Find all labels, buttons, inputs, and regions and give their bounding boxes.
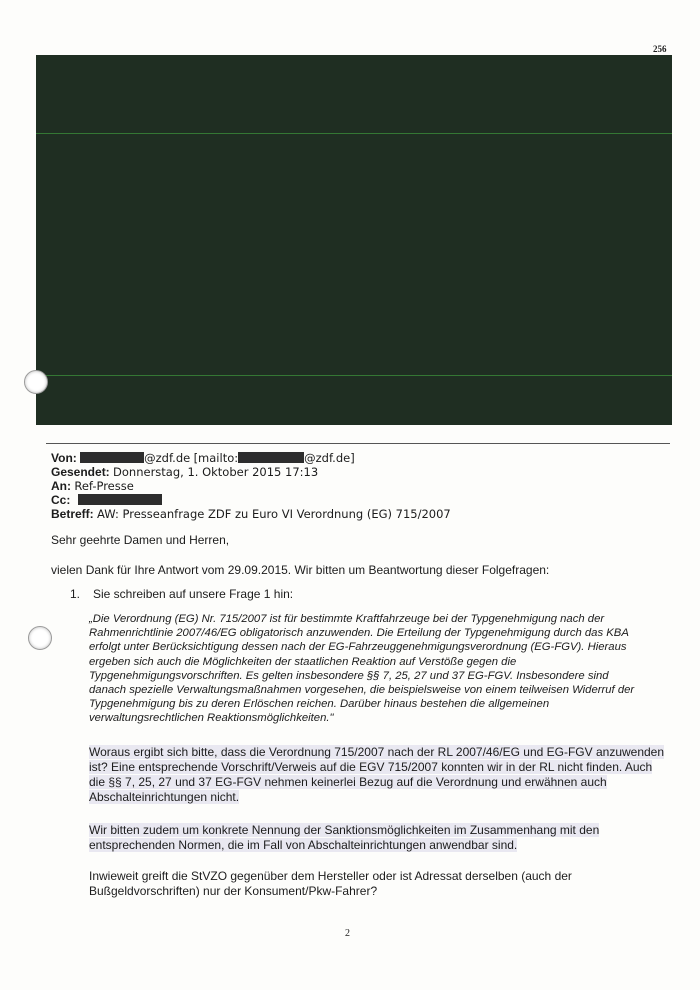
redacted-cc	[78, 494, 162, 505]
paragraph-line: Inwieweit greift die StVZO gegenüber dem Hersteller oder ist Adressat derselben (auch der	[89, 869, 572, 883]
punch-hole	[28, 626, 52, 650]
punch-hole	[24, 370, 48, 394]
paragraph-line: Wir bitten zudem um konkrete Nennung der Sanktionsmöglichkeiten im Zusammenhang mit den	[89, 823, 600, 837]
paragraph-line: ist? Eine entsprechende Vorschrift/Verweis auf die EGV 715/2007 konnten wir in der RL nicht finden. Auch	[89, 760, 653, 774]
list-item-number: 1.	[70, 587, 81, 601]
from-label: Von:	[51, 451, 77, 465]
cc-line	[51, 493, 162, 507]
paragraph-line: entsprechenden Normen, die im Fall von Abschalteinrichtungen anwendbar sind.	[89, 838, 518, 852]
quote-line: Typgenehmigungsvorschriften. Es gelten insbesondere §§ 7, 25, 27 und 37 EG-FGV. Insbesondere sind	[89, 669, 609, 682]
subject-label: Betreff:	[51, 507, 94, 521]
quote-line: „Die Verordnung (EG) Nr. 715/2007 ist für bestimmte Kraftfahrzeuge bei der Typgenehmigung nach der	[89, 613, 605, 625]
from-line	[51, 451, 355, 465]
sent-label: Gesendet:	[51, 465, 110, 479]
quote-line: Typgenehmigung bis zu deren Erlöschen reichen. Darüber hinaus bestehen die allgemeinen	[89, 698, 550, 711]
quote-line: Rahmenrichtlinie 2007/46/EG obligatorisch anzuwenden. Die Erteilung der Typgenehmigung durch das KBA	[89, 627, 629, 640]
footer-page-number: 2	[345, 928, 350, 939]
quote-line: erfolgt unter Berücksichtigung dessen nach der EG-Fahrzeuggenehmigungsverordnung (EG-FGV). Hieraus	[89, 641, 627, 654]
subject-line	[51, 507, 451, 521]
paragraph-line: Bußgeldvorschriften) nur der Konsument/Pkw-Fahrer?	[89, 884, 378, 898]
quote-block	[89, 612, 674, 726]
redacted-block	[36, 55, 672, 425]
paragraph-line: Abschalteinrichtungen nicht.	[89, 790, 240, 804]
redacted-name	[80, 452, 144, 463]
header-divider	[46, 443, 670, 444]
from-mailto-suffix: @zdf.de]	[304, 451, 355, 465]
quote-line: ergeben sich auch die Möglichkeiten der staatlichen Reaktion auf Verstöße gegen die	[89, 655, 517, 668]
from-suffix: @zdf.de	[144, 451, 191, 465]
redacted-name	[238, 452, 304, 463]
paragraph-line: Woraus ergibt sich bitte, dass die Verordnung 715/2007 nach der RL 2007/46/EG und EG-FGV anzuwenden	[89, 745, 665, 759]
subject-value: AW: Presseanfrage ZDF zu Euro VI Verordnung (EG) 715/2007	[97, 507, 451, 521]
paragraph-line: die §§ 7, 25, 27 und 37 EG-FGV nehmen keinerlei Bezug auf die Verordnung und erwähnen auch	[89, 775, 607, 789]
question-paragraph	[89, 745, 679, 805]
to-line	[51, 479, 134, 493]
list-item-text: Sie schreiben auf unsere Frage 1 hin:	[93, 587, 294, 601]
sanctions-paragraph	[89, 823, 679, 853]
sent-value: Donnerstag, 1. Oktober 2015 17:13	[113, 465, 319, 479]
quote-line: danach spezielle Verwaltungsmaßnahmen vorgesehen, die beispielsweise von einem teilweisen Widerruf der	[89, 684, 635, 697]
from-mailto: [mailto:	[193, 451, 239, 465]
stvzo-paragraph	[89, 869, 679, 899]
to-label: An:	[51, 479, 71, 493]
page-number: 256	[653, 44, 667, 54]
cc-label: Cc:	[51, 493, 71, 507]
sent-line	[51, 465, 318, 479]
redaction-line	[36, 375, 672, 376]
to-value: Ref-Presse	[74, 479, 134, 493]
greeting: Sehr geehrte Damen und Herren,	[51, 533, 230, 547]
quote-line: verwaltungsrechtlichen Reaktionsmöglichkeiten."	[89, 712, 334, 725]
redaction-line	[36, 133, 672, 134]
intro: vielen Dank für Ihre Antwort vom 29.09.2015. Wir bitten um Beantwortung dieser Folgefragen:	[51, 563, 550, 577]
